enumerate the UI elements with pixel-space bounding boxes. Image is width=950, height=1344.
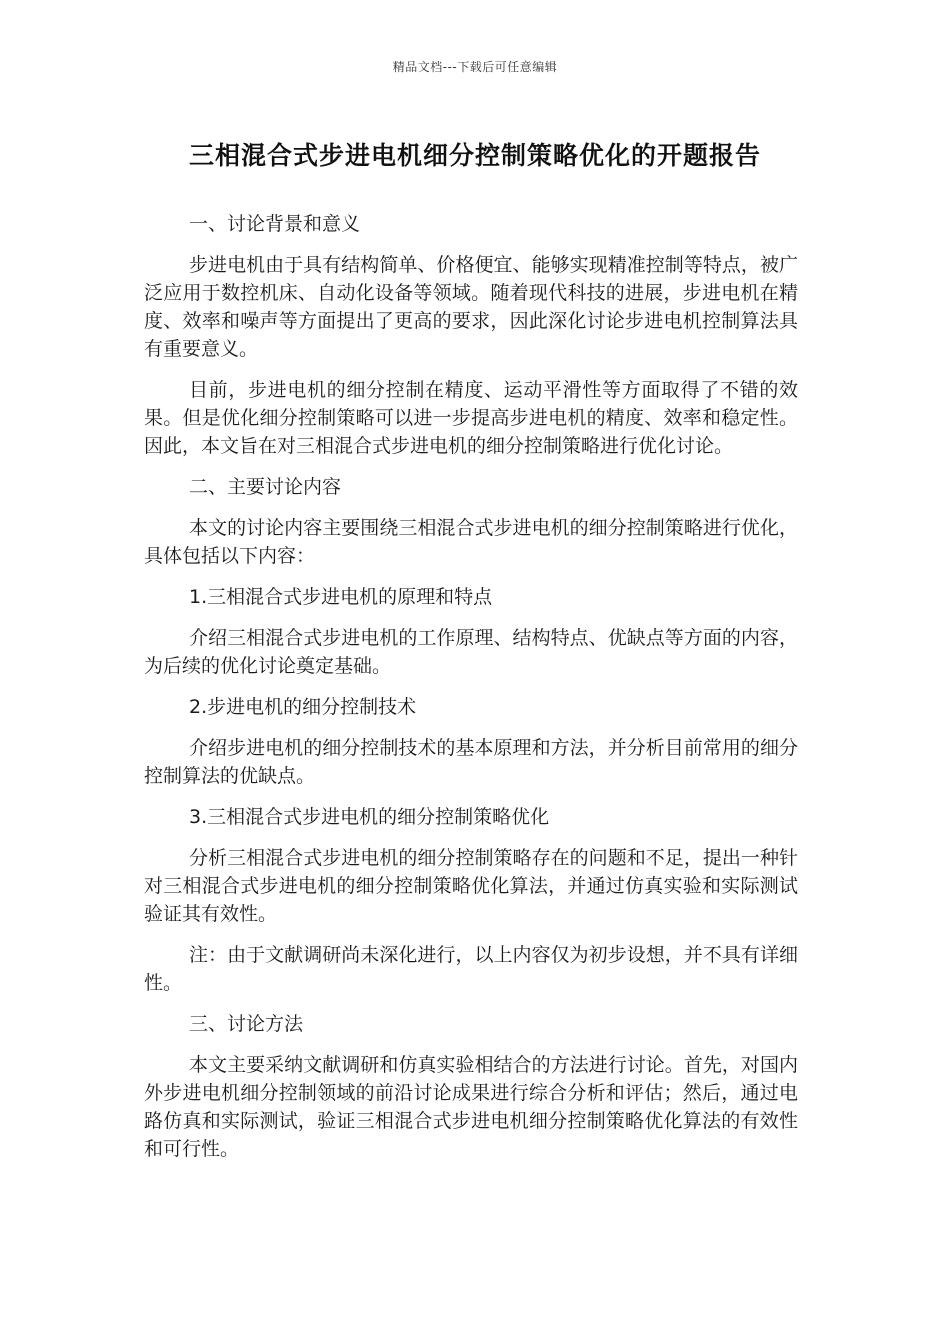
paragraph: 本文的讨论内容主要围绕三相混合式步进电机的细分控制策略进行优化，具体包括以下内容： xyxy=(144,517,798,567)
note-paragraph: 注：由于文献调研尚未深化进行，以上内容仅为初步设想，并不具有详细性。 xyxy=(144,944,798,994)
paragraph: 介绍步进电机的细分控制技术的基本原理和方法，并分析目前常用的细分控制算法的优缺点。 xyxy=(144,737,798,787)
subheading-strategy-optimization: 3.三相混合式步进电机的细分控制策略优化 xyxy=(189,806,550,828)
document-title: 三相混合式步进电机细分控制策略优化的开题报告 xyxy=(188,141,761,170)
paragraph: 介绍三相混合式步进电机的工作原理、结构特点、优缺点等方面的内容，为后续的优化讨论奠定基础。 xyxy=(144,627,798,677)
paragraph: 分析三相混合式步进电机的细分控制策略存在的问题和不足，提出一种针对三相混合式步进电机的细分控制策略优化算法，并通过仿真实验和实际测试验证其有效性。 xyxy=(144,847,798,925)
section-heading-content: 二、主要讨论内容 xyxy=(189,476,342,498)
paragraph: 目前，步进电机的细分控制在精度、运动平滑性等方面取得了不错的效果。但是优化细分控制策略可以进一步提高步进电机的精度、效率和稳定性。因此，本文旨在对三相混合式步进电机的细分控制策略进行优化讨论。 xyxy=(144,379,798,457)
subheading-microstep-technique: 2.步进电机的细分控制技术 xyxy=(189,696,417,718)
paragraph: 步进电机由于具有结构简单、价格便宜、能够实现精准控制等特点，被广泛应用于数控机床、自动化设备等领域。随着现代科技的进展，步进电机在精度、效率和噪声等方面提出了更高的要求，因此深化讨论步进电机控制算法具有重要意义。 xyxy=(144,254,798,360)
subheading-principle: 1.三相混合式步进电机的原理和特点 xyxy=(189,586,493,608)
document-body xyxy=(144,210,798,1176)
header-note: 精品文档---下载后可任意编辑 xyxy=(392,60,558,74)
section-heading-background: 一、讨论背景和意义 xyxy=(189,213,361,235)
paragraph: 本文主要采纳文献调研和仿真实验相结合的方法进行讨论。首先，对国内外步进电机细分控制领域的前沿讨论成果进行综合分析和评估；然后，通过电路仿真和实际测试，验证三相混合式步进电机细分控制策略优化算法的有效性和可行性。 xyxy=(144,1054,798,1160)
section-heading-method: 三、讨论方法 xyxy=(189,1013,304,1035)
